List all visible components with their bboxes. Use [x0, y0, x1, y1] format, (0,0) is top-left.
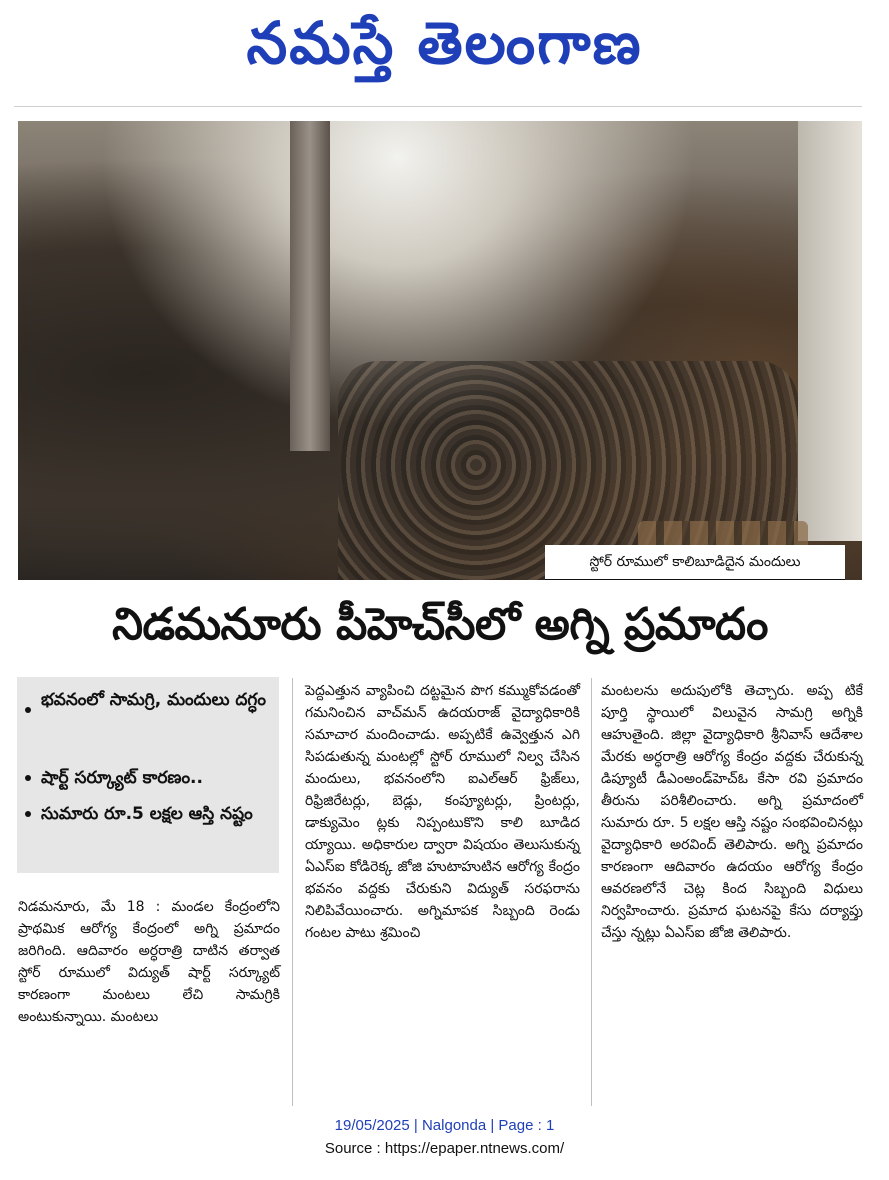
newspaper-logo: నమస్తే తెలంగాణ: [246, 8, 643, 77]
highlight-item: భవనంలో సామగ్రి, మందులు దగ్ధం: [25, 683, 275, 717]
footer-dateline: 19/05/2025 | Nalgonda | Page : 1: [334, 1117, 555, 1134]
highlight-item: షార్ట్ సర్క్యూట్ కారణం..: [25, 761, 275, 795]
bullet-icon: [25, 811, 31, 817]
article-column-3: మంటలను అదుపులోకి తెచ్చారు. అప్ప టికే పూర్తి స్థాయిలో విలువైన సామగ్రి అగ్నికి ఆహుతైంది. జిల్లా వైద్యాధికారి శ్రీనివాస్ ఆదేశాల మేరకు అర్ధరాత్రి ఆరోగ్య కేంద్రం వద్దకు చేరుకున్న డిప్యూటీ డీఎంఅండ్‌హెచ్‌ఓ కేసా రవి ప్రమాదం తీరును పరిశీలించారు. అగ్ని ప్రమాదంలో సుమారు రూ. 5 లక్షల ఆస్తి నష్టం సంభవించినట్లు వైద్యాధికారి అరవింద్ తెలిపారు. అగ్ని ప్రమాదం కారణంగా ఆదివారం ఉదయం ఆరోగ్య కేంద్రం ఆవరణలోనే చెట్ల కింద సిబ్బంది విధులు నిర్వహించారు. ప్రమాద ఘటనపై కేసు దర్యాప్తు చేస్తు న్నట్లు ఏఎస్‌ఐ జోజి తెలిపారు.: [601, 683, 863, 941]
news-photo: [18, 121, 862, 580]
photo-pillar: [290, 121, 330, 451]
footer-source: Source : https://epaper.ntnews.com/: [324, 1140, 565, 1157]
bullet-icon: [25, 707, 31, 713]
bullet-icon: [25, 775, 31, 781]
column-divider: [292, 678, 293, 1106]
highlight-item: సుమారు రూ.5 లక్షల ఆస్తి నష్టం: [25, 797, 275, 831]
article-column-1: నిడమనూరు, మే 18 : మండల కేంద్రంలోని ప్రాథమిక ఆరోగ్య కేంద్రంలో అగ్ని ప్రమాదం జరిగింది. ఆదివారం అర్ధరాత్రి దాటిన తర్వాత స్టోర్ రూములో విద్యుత్ షార్ట్ సర్క్యూట్ కారణంగా మంటలు లేచి సామగ్రికి అంటుకున్నాయి. మంటలు: [18, 899, 280, 1025]
masthead-divider: [14, 106, 862, 107]
article-headline: నిడమనూరు పీహెచ్‌సీలో అగ్ని ప్రమాదం: [112, 599, 768, 650]
photo-wall: [798, 121, 862, 541]
column-divider: [591, 678, 592, 1106]
highlights-box: [17, 677, 279, 873]
article-column-2: పెద్దఎత్తున వ్యాపించి దట్టమైన పొగ కమ్ముకోవడంతో గమనించిన వాచ్‌మన్ ఉదయరాజ్ వైద్యాధికారికి సమాచార మందించాడు. అప్పటికే ఉవ్వెత్తున ఎగి సిపడుతున్న మంటల్లో స్టోర్ రూములో నిల్వ చేసిన మందులు, భవనంలోని ఐఎల్‌ఆర్ ఫ్రిజ్‌లు, రిఫ్రిజిరేటర్లు, బెడ్లు, కంప్యూటర్లు, ప్రింటర్లు, డాక్యుమెం ట్లకు నిప్పంటుకొని కాలి బూడిద య్యాయి. అధికారుల ద్వారా విషయం తెలుసుకున్న ఏఎస్‌ఐ కోడిరెక్క జోజి హుటాహుటిన ఆరోగ్య కేంద్రం భవనం వద్దకు చేరుకుని విద్యుత్ సరఫరాను నిలిపివేయించారు. అగ్నిమాపక సిబ్బంది రెండు గంటల పాటు శ్రమించి: [305, 683, 580, 941]
photo-caption: స్టోర్ రూములో కాలిబూడిదైన మందులు: [545, 545, 845, 580]
masthead: [0, 0, 889, 100]
